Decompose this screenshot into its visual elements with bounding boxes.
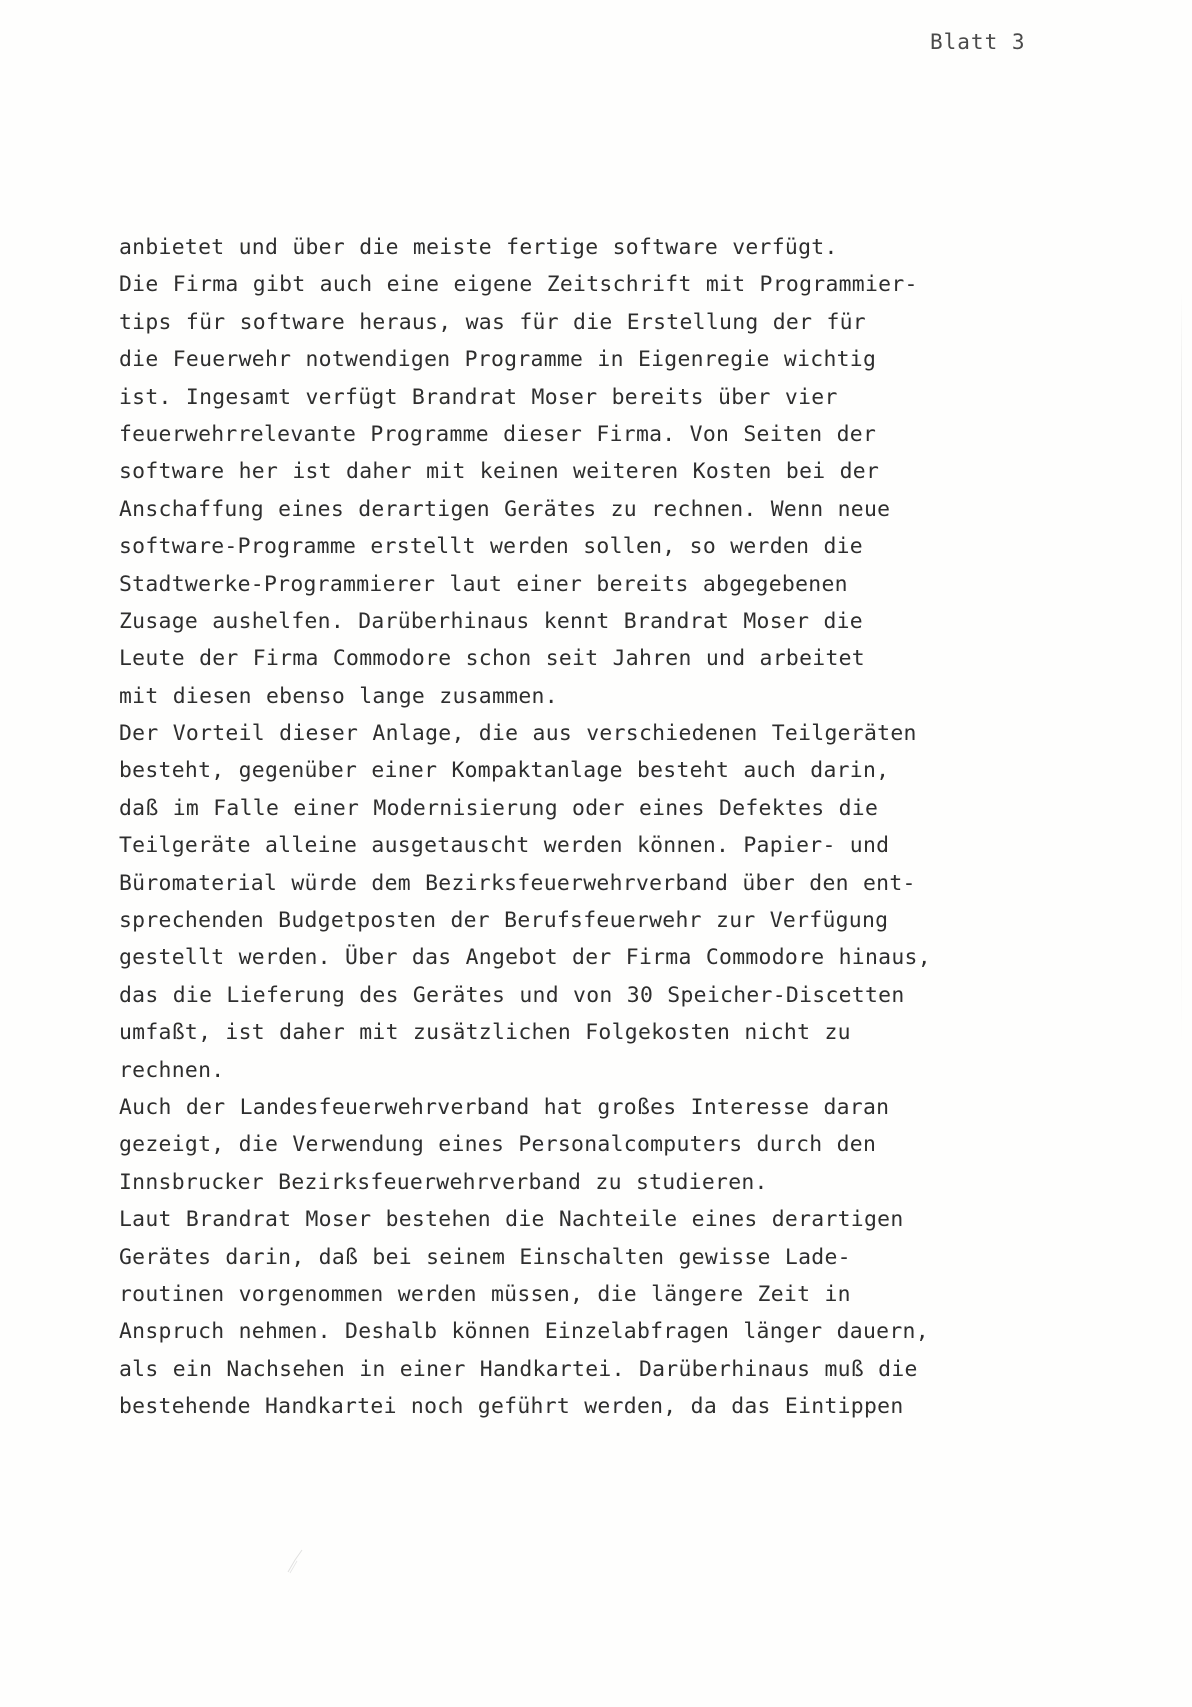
text-line: Teilgeräte alleine ausgetauscht werden können. Papier- und (119, 833, 890, 859)
text-line: Büromaterial würde dem Bezirksfeuerwehrverband über den ent- (119, 870, 916, 896)
text-line: umfaßt, ist daher mit zusätzlichen Folgekosten nicht zu (119, 1020, 851, 1046)
text-line: Anschaffung eines derartigen Gerätes zu rechnen. Wenn neue (119, 496, 891, 522)
text-line: die Feuerwehr notwendigen Programme in Eigenregie wichtig (119, 347, 877, 373)
text-line: Die Firma gibt auch eine eigene Zeitschrift mit Programmier- (119, 272, 918, 298)
text-line: rechnen. (119, 1057, 225, 1083)
text-line: Laut Brandrat Moser bestehen die Nachteile eines derartigen (119, 1207, 904, 1233)
text-line: feuerwehrrelevante Programme dieser Firma. Von Seiten der (119, 421, 877, 447)
text-line: software-Programme erstellt werden sollen, so werden die (119, 534, 863, 560)
text-line: daß im Falle einer Modernisierung oder eines Defektes die (119, 795, 879, 821)
text-line: Anspruch nehmen. Deshalb können Einzelabfragen länger dauern, (119, 1319, 929, 1345)
text-line: als ein Nachsehen in einer Handkartei. Darüberhinaus muß die (119, 1356, 918, 1382)
text-line: mit diesen ebenso lange zusammen. (119, 683, 558, 709)
text-line: Leute der Firma Commodore schon seit Jahren und arbeitet (119, 646, 865, 672)
text-line: besteht, gegenüber einer Kompaktanlage besteht auch darin, (119, 758, 890, 784)
text-line: gezeigt, die Verwendung eines Personalcomputers durch den (119, 1132, 877, 1158)
text-line: Zusage aushelfen. Darüberhinaus kennt Brandrat Moser die (119, 608, 863, 634)
text-line: gestellt werden. Über das Angebot der Firma Commodore hinaus, (119, 945, 931, 971)
body-text (119, 229, 1079, 1426)
text-line: sprechenden Budgetposten der Berufsfeuerwehr zur Verfügung (119, 908, 889, 934)
page-number: Blatt 3 (930, 30, 1026, 54)
paper-edge-shadow (1181, 290, 1182, 1050)
text-line: software her ist daher mit keinen weiteren Kosten bei der (119, 459, 880, 485)
text-line: ist. Ingesamt verfügt Brandrat Moser bereits über vier (119, 384, 838, 410)
text-line: Auch der Landesfeuerwehrverband hat großes Interesse daran (119, 1094, 890, 1120)
text-line: Gerätes darin, daß bei seinem Einschalten gewisse Lade- (119, 1244, 851, 1270)
text-line: tips für software heraus, was für die Erstellung der für (119, 309, 866, 335)
text-line: Der Vorteil dieser Anlage, die aus verschiedenen Teilgeräten (119, 721, 917, 747)
text-line: anbietet und über die meiste fertige software verfügt. (119, 235, 838, 260)
text-line: routinen vorgenommen werden müssen, die längere Zeit in (119, 1281, 851, 1307)
text-line: Stadtwerke-Programmierer laut einer bereits abgegebenen (119, 571, 848, 597)
text-line: Innsbrucker Bezirksfeuerwehrverband zu studieren. (119, 1169, 768, 1195)
text-line: bestehende Handkartei noch geführt werden, da das Eintippen (119, 1394, 904, 1420)
text-line: das die Lieferung des Gerätes und von 30 Speicher-Discetten (119, 982, 905, 1008)
paper-smudge (286, 1548, 304, 1574)
